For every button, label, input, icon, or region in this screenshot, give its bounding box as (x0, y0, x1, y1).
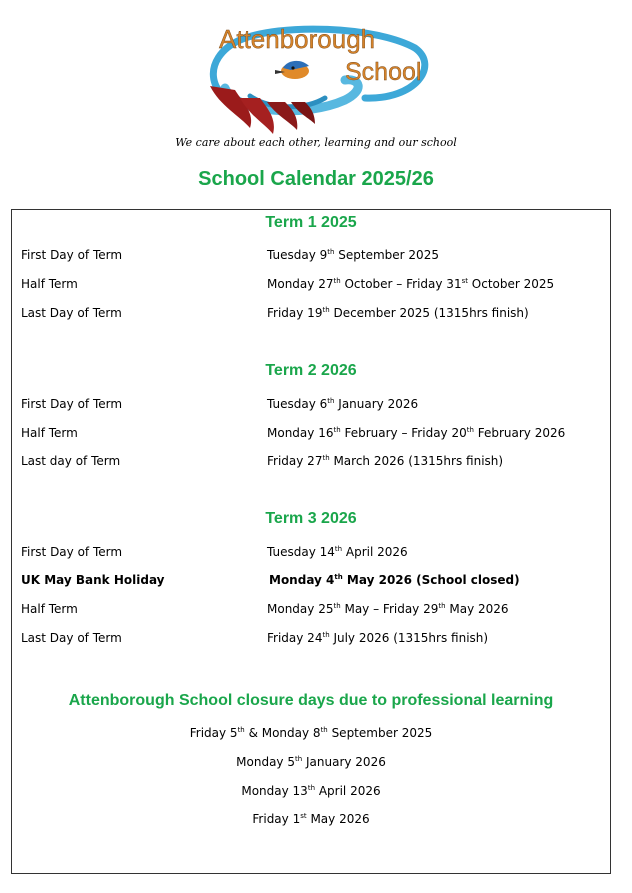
row-value: Tuesday 6th January 2026 (267, 397, 419, 411)
row-label: Half Term (21, 602, 78, 616)
logo-text-line1: Attenborough (219, 24, 376, 54)
closure-day: Monday 5th January 2026 (236, 755, 386, 769)
term-3-first-day (12, 545, 610, 563)
row-label: First Day of Term (21, 397, 123, 411)
school-logo (195, 18, 435, 136)
term-1-first-day (12, 248, 610, 266)
row-label: UK May Bank Holiday (21, 573, 165, 587)
term-2-heading: Term 2 2026 (265, 362, 357, 379)
closure-day: Friday 1st May 2026 (252, 812, 370, 826)
row-label: Half Term (21, 277, 78, 291)
term-1-half-term (12, 277, 610, 295)
calendar-title: School Calendar 2025/26 (198, 168, 434, 190)
row-value: Monday 16th February – Friday 20th February 2026 (267, 426, 566, 440)
row-label: Half Term (21, 426, 78, 440)
row-label: Last Day of Term (21, 306, 122, 320)
calendar-box (11, 209, 611, 874)
row-value: Friday 27th March 2026 (1315hrs finish) (267, 454, 504, 468)
school-motto: We care about each other, learning and our school (175, 136, 457, 149)
row-value: Friday 24th July 2026 (1315hrs finish) (267, 631, 489, 645)
term-2-first-day (12, 397, 610, 415)
row-value: Tuesday 9th September 2025 (267, 248, 439, 262)
closure-day: Friday 5th & Monday 8th September 2025 (189, 726, 433, 740)
row-value: Tuesday 14th April 2026 (267, 545, 408, 559)
row-value: Friday 19th December 2025 (1315hrs finish) (267, 306, 529, 320)
logo-text-line2: School (345, 58, 422, 86)
term-2-last-day (12, 454, 610, 472)
row-value: Monday 25th May – Friday 29th May 2026 (267, 602, 509, 616)
term-3-heading: Term 3 2026 (265, 510, 357, 527)
term-3-bank-holiday (12, 573, 610, 591)
row-value: Monday 4th May 2026 (School closed) (269, 573, 520, 587)
row-label: First Day of Term (21, 545, 123, 559)
term-3-last-day (12, 631, 610, 649)
row-label: First Day of Term (21, 248, 123, 262)
row-label: Last Day of Term (21, 631, 122, 645)
term-2-half-term (12, 426, 610, 444)
closure-days-heading: Attenborough School closure days due to professional learning (68, 692, 554, 709)
term-3-half-term (12, 602, 610, 620)
closure-day: Monday 13th April 2026 (241, 784, 381, 798)
kingfisher-logo-graphic (195, 18, 435, 136)
term-1-last-day (12, 306, 610, 324)
row-label: Last day of Term (21, 454, 121, 468)
row-value: Monday 27th October – Friday 31st October 2025 (267, 277, 555, 291)
term-1-heading: Term 1 2025 (265, 214, 357, 231)
